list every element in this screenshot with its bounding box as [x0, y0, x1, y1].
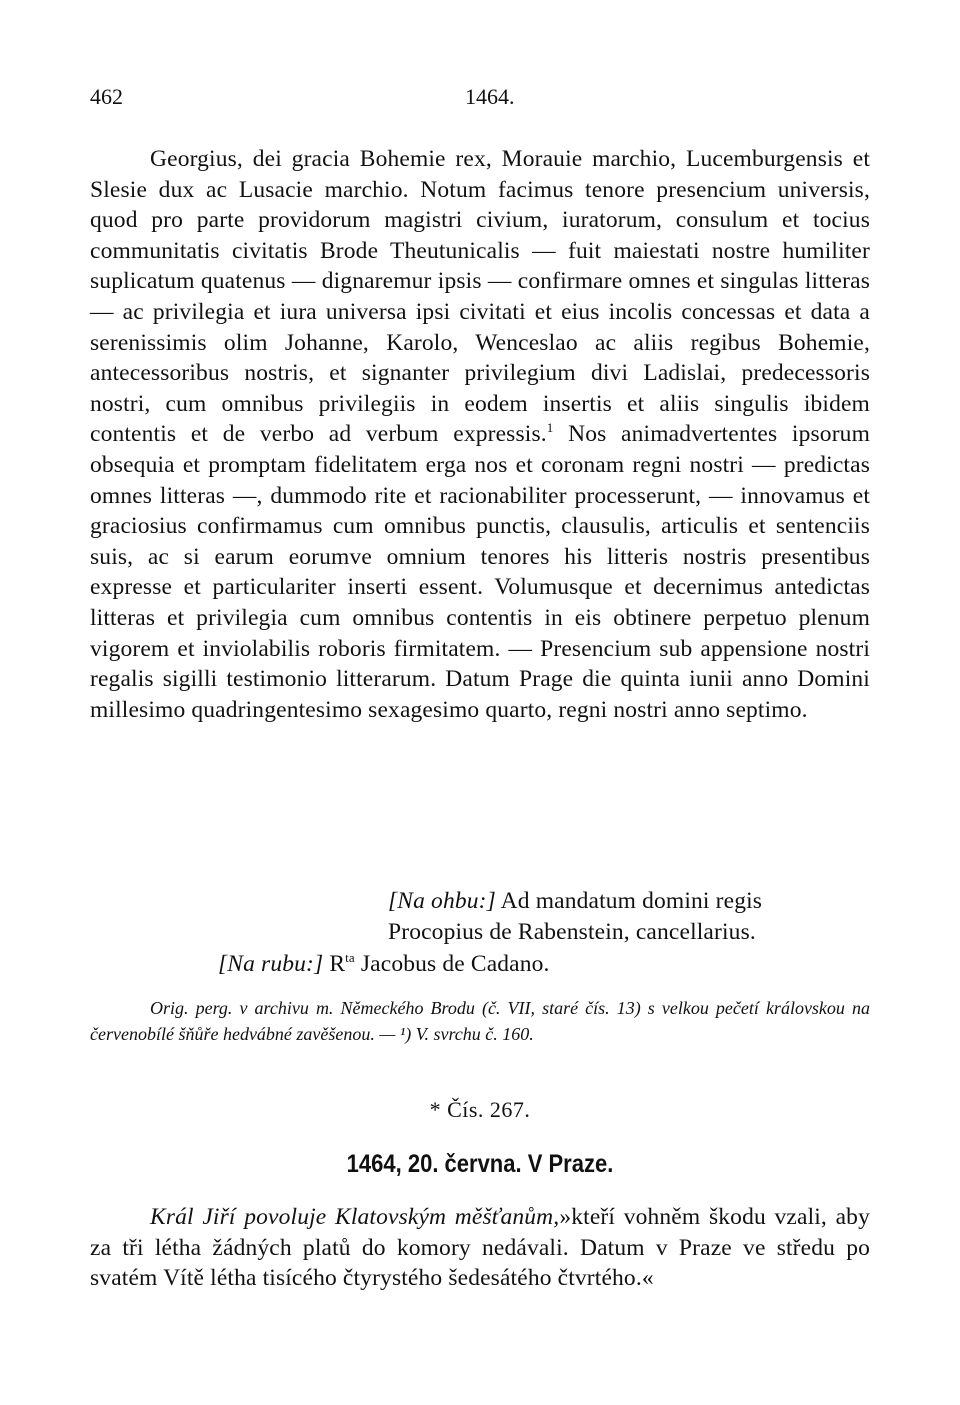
- chancellor-name: Procopius de Rabenstein, cancellarius.: [388, 919, 756, 945]
- chancellor-line: [388, 917, 756, 948]
- running-head-year: 1464.: [465, 84, 515, 109]
- fold-note-label: [Na ohbu:]: [388, 888, 496, 914]
- critical-apparatus: [90, 995, 870, 1047]
- regest-paragraph: [90, 1202, 870, 1294]
- charter-body: Georgius, dei gracia Bohemie rex, Morauie marchio, Lucemburgensis et Slesie dux ac Lusacie marchio. Notum facimus tenore presencium universis, quod pro parte providorum magistri civium, iuratorum, consulum et tocius communitatis civitatis Brode Theutunicalis — fuit maiestati nostre humiliter suplicatum quatenus — dignaremur ipsis — confirmare omnes et singulas litteras — ac privilegia et iura universa ipsi civitati et eius incolis concessas et data a serenissimis olim Johanne, Karolo, Wenceslao ac aliis regibus Bohemie, antecessoribus nostris, et signanter privilegium divi Ladislai, predecessoris nostri, cum omnibus privilegiis in eodem insertis et aliis singulis ibidem contentis et de verbo ad verbum expressis.: [90, 146, 870, 448]
- fold-note: [388, 886, 762, 917]
- apparatus-paragraph: Orig. perg. v archivu m. Německého Brodu (č. VII, staré čís. 13) s velkou pečetí královskou na červenobílé šňůře hedvábné zavěšenou. — ¹) V. svrchu č. 160.: [90, 998, 870, 1044]
- charter-paragraph: [90, 144, 870, 725]
- footnote-marker: 1: [546, 419, 554, 435]
- page-number: 462: [90, 84, 123, 109]
- document-date-heading: 1464, 20. června. V Praze.: [346, 1150, 614, 1178]
- charter-body-continued: Nos animadvertentes ipsorum obsequia et promptam fidelitatem erga nos et coronam regni nostri — predictas omnes litteras —, dummodo rite et racionabiliter processerunt, — innovamus et graciosius confirmamus cum omnibus punctis, clausulis, articulis et sentenciis suis, ac si earum eorumve omnium tenores his litteris nostris presentibus expresse et particulariter inserti essent. Volumusque et decernimus antedictas litteras et privilegia cum omnibus contentis in eis obtinere perpetuo plenum vigorem et inviolabilis roboris firmitatem. — Presencium sub appensione nostri regalis sigilli testimonio litterarum. Datum Prage die quinta iunii anno Domini millesimo quadringentesimo sexagesimo quarto, regni nostri anno septimo.: [90, 421, 870, 723]
- regest-summary: Král Jiří povoluje Klatovským měšťanům,: [150, 1204, 560, 1230]
- charter-text: [90, 144, 870, 725]
- dorsal-note: [218, 949, 550, 980]
- regest: [90, 1202, 870, 1294]
- dorsal-note-label: [Na rubu:]: [218, 951, 324, 977]
- fold-note-text: Ad mandatum domini regis: [500, 888, 763, 914]
- registration-abbrev-sup: ta: [345, 950, 355, 966]
- page-header: [90, 84, 870, 114]
- dorsal-note-text: Jacobus de Cadano.: [360, 951, 550, 977]
- document-number: * Čís. 267.: [429, 1097, 531, 1122]
- regest-quote: »kteří vohněm škodu vzali, aby za tři létha žádných platů do komory nedávali. Datum v Praze ve středu po svatém Vítě létha tisícého čtyrystého šedesátého čtvrtého.«: [90, 1204, 870, 1292]
- registration-abbrev: R: [329, 951, 346, 977]
